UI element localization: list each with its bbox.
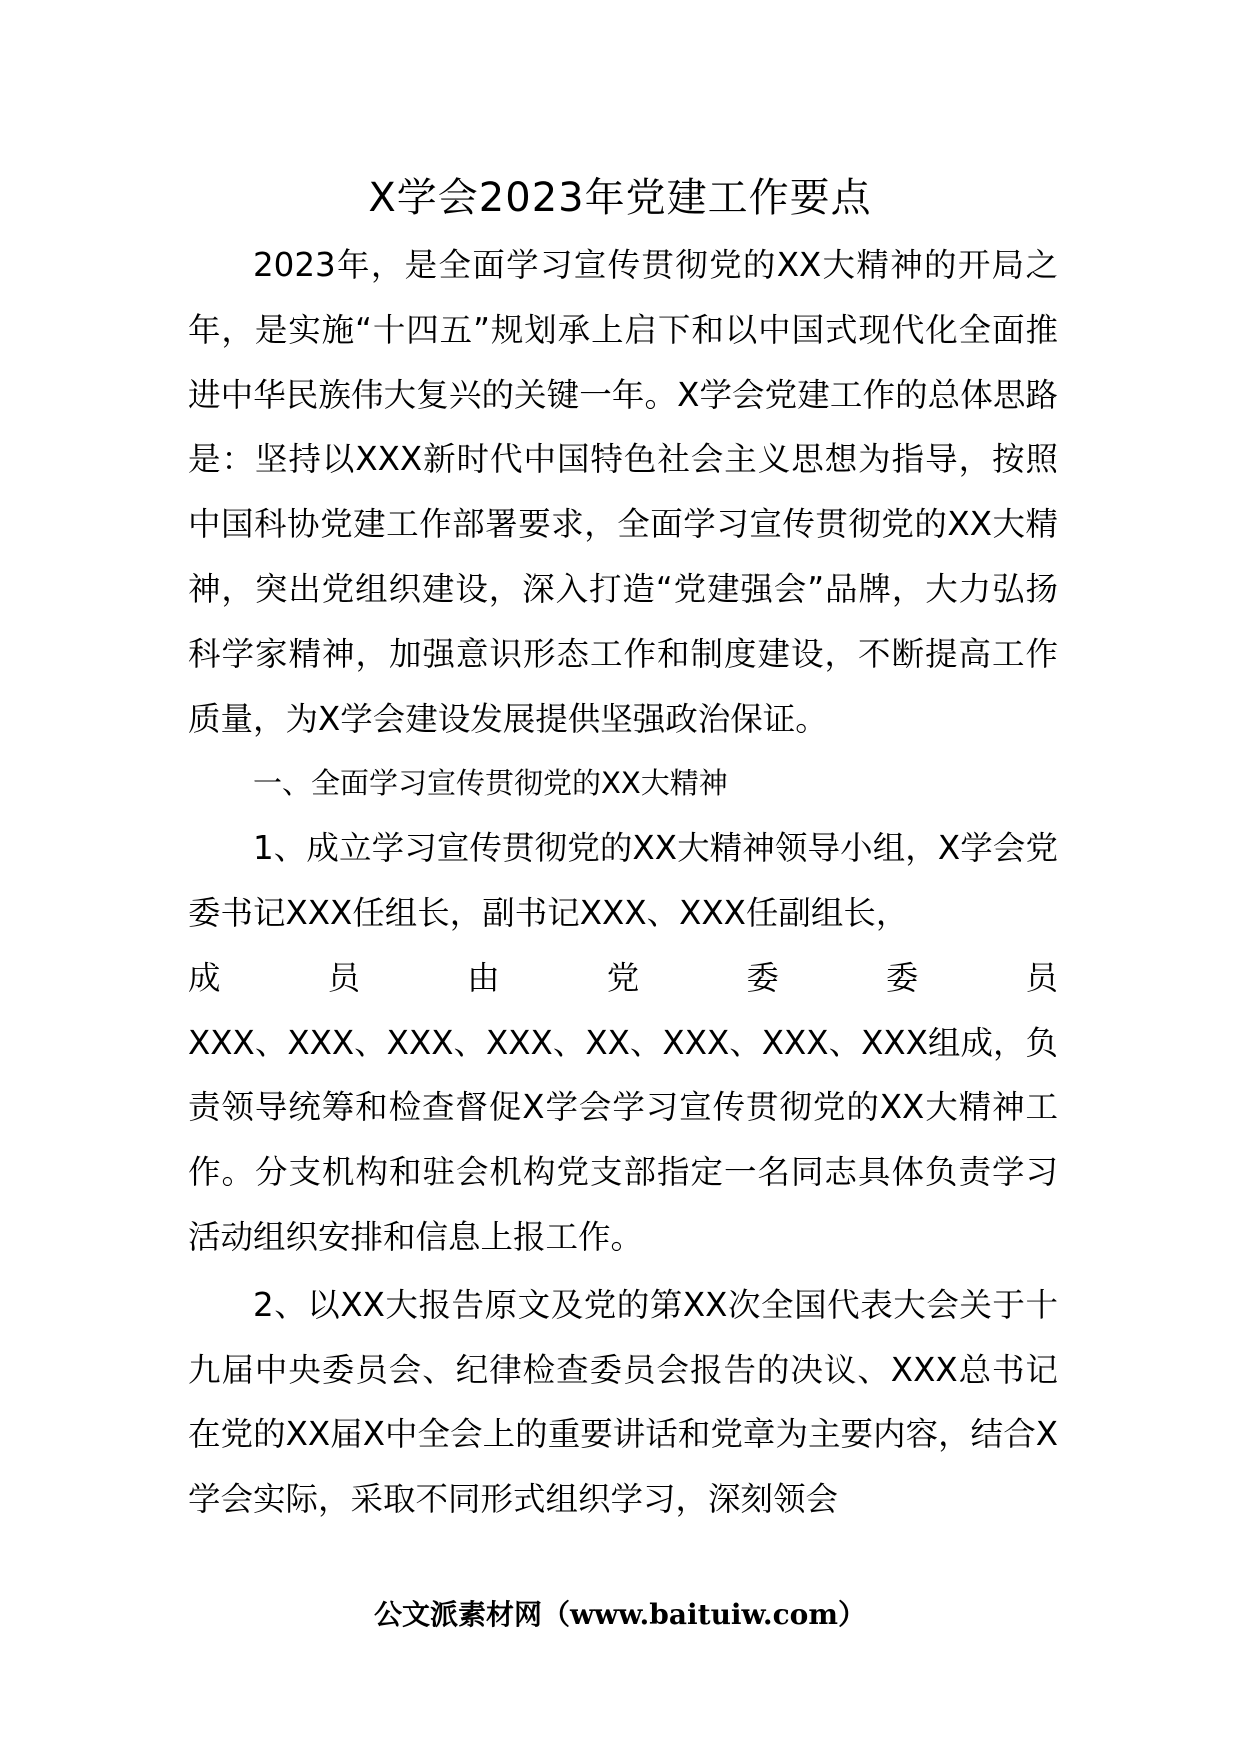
spread-word: 委	[885, 958, 919, 997]
footer-watermark: 公文派素材网（www.baituiw.com）	[374, 1598, 866, 1631]
intro-paragraph: 2023年，是全面学习宣传贯彻党的XX大精神的开局之年，是实施“十四五”规划承上启下和以中国式现代化全面推进中华民族伟大复兴的关键一年。X学会党建工作的总体思路是：坚持以XXX新时代中国特色社会主义思想为指导，按照中国科协党建工作部署要求，全面学习宣传贯彻党的XX大精神，突出党组织建设，深入打造“党建强会”品牌，大力弘扬科学家精神，加强意识形态工作和制度建设，不断提高工作质量，为X学会建设发展提供坚强政治保证。	[188, 246, 1058, 738]
spread-word: 党	[606, 958, 640, 997]
item-1-text-part-b: XXX、XXX、XXX、XXX、XX、XXX、XXX、XXX组成，负责领导统筹和检查督促X学会学习宣传贯彻党的XX大精神工作。分支机构和驻会机构党支部指定一名同志具体负责学习活动组织安排和信息上报工作。	[188, 1023, 1058, 1256]
spread-word: 员	[327, 958, 361, 997]
spread-word: 由	[467, 958, 500, 997]
item-1-paragraph	[188, 816, 1058, 1270]
spread-word: 成	[188, 958, 221, 997]
spread-word: 委	[746, 958, 779, 997]
document-title: X学会2023年党建工作要点	[368, 175, 872, 221]
spread-word: 员	[1025, 958, 1058, 997]
item-1-spread-line	[188, 946, 1058, 1011]
section-1-heading: 一、全面学习宣传贯彻党的XX大精神	[253, 766, 728, 801]
item-1-text-part-a: 1、成立学习宣传贯彻党的XX大精神领导小组，X学会党委书记XXX任组长，副书记XXX、XXX任副组长，	[188, 829, 1058, 932]
document-body	[188, 233, 1058, 1532]
item-2-paragraph: 2、以XX大报告原文及党的第XX次全国代表大会关于十九届中央委员会、纪律检查委员会报告的决议、XXX总书记在党的XX届X中全会上的重要讲话和党章为主要内容，结合X学会实际，采取不同形式组织学习，深刻领会	[188, 1285, 1058, 1519]
